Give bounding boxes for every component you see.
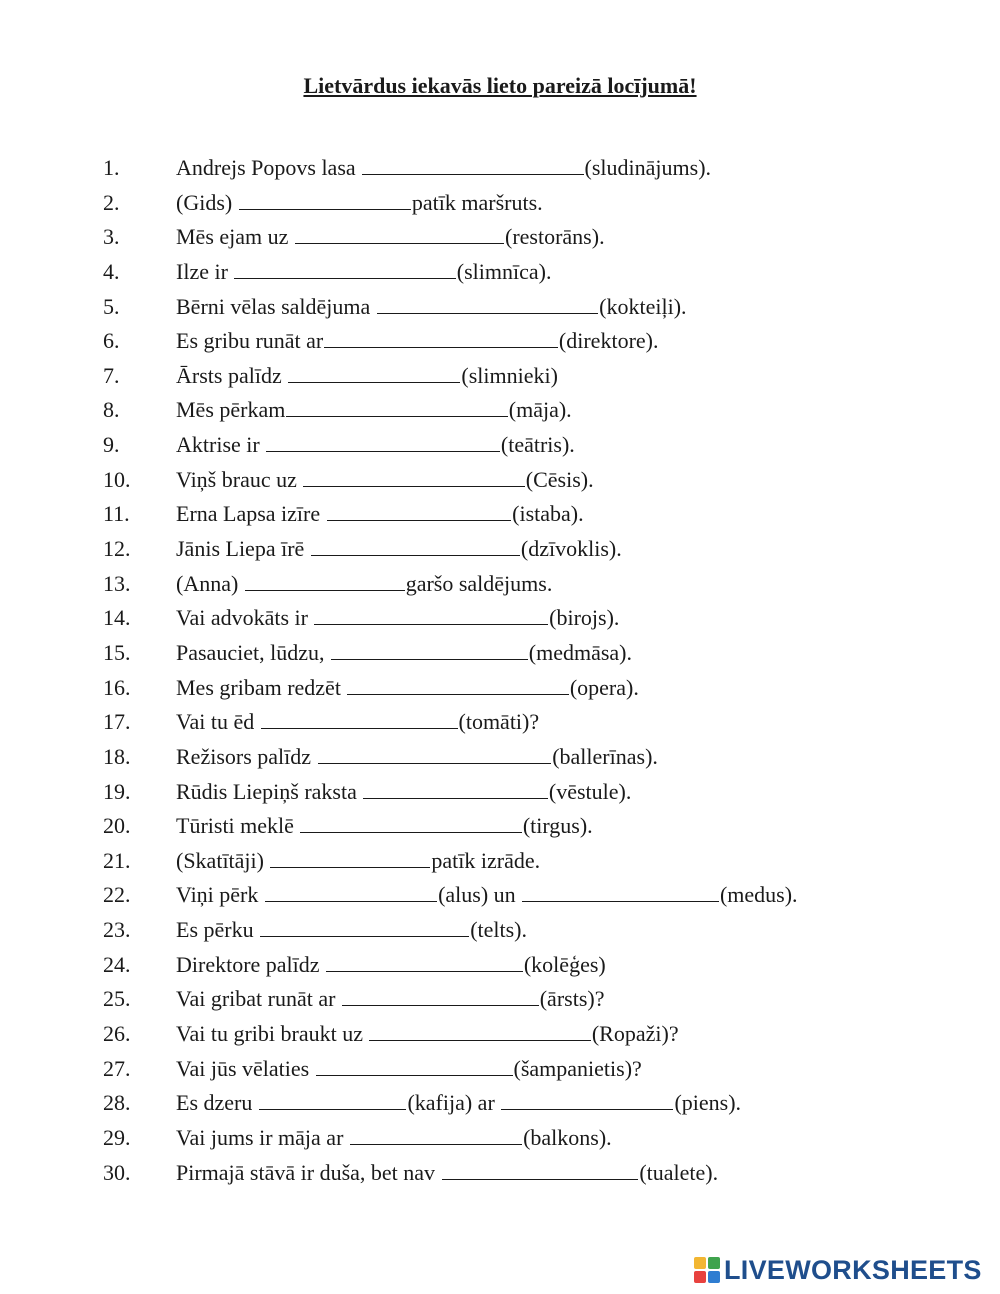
answer-blank[interactable] xyxy=(522,879,719,902)
item-number: 12. xyxy=(103,536,131,562)
item-sentence xyxy=(176,810,593,842)
sentence-text: Erna Lapsa izīre xyxy=(176,501,326,527)
item-sentence xyxy=(176,1053,642,1085)
item-sentence xyxy=(176,533,622,565)
sentence-text: Vai jūs vēlaties xyxy=(176,1055,315,1081)
answer-blank[interactable] xyxy=(369,1018,590,1041)
item-number: 19. xyxy=(103,778,131,804)
item-sentence xyxy=(176,325,658,357)
item-sentence xyxy=(176,568,552,600)
answer-blank[interactable] xyxy=(259,1087,407,1110)
item-number: 8. xyxy=(103,397,120,423)
sentence-text: (māja). xyxy=(508,397,572,423)
sentence-text: (kolēģes) xyxy=(523,951,606,977)
sentence-text: Tūristi meklē xyxy=(176,813,300,839)
answer-blank[interactable] xyxy=(331,637,528,660)
answer-blank[interactable] xyxy=(442,1157,639,1180)
item-number: 30. xyxy=(103,1159,131,1185)
sentence-text: (Ropaži)? xyxy=(591,1021,679,1047)
item-number: 28. xyxy=(103,1090,131,1116)
exercise-item xyxy=(0,672,1000,707)
item-number: 23. xyxy=(103,917,131,943)
sentence-text: Andrejs Popovs lasa xyxy=(176,155,362,180)
exercise-item xyxy=(0,706,1000,741)
sentence-text: Es gribu runāt ar xyxy=(176,328,324,354)
sentence-text: (piens). xyxy=(674,1090,742,1116)
sentence-text: Pirmajā stāvā ir duša, bet nav xyxy=(176,1159,441,1185)
sentence-text: (Anna) xyxy=(176,570,244,596)
answer-blank[interactable] xyxy=(316,1053,513,1076)
item-number: 15. xyxy=(103,639,131,665)
sentence-text: garšo saldējums. xyxy=(405,570,553,596)
item-sentence xyxy=(176,602,619,634)
sentence-text: (dzīvoklis). xyxy=(520,536,622,562)
item-sentence xyxy=(176,983,604,1015)
sentence-text: Ilze ir xyxy=(176,258,234,284)
answer-blank[interactable] xyxy=(265,879,437,902)
item-number: 5. xyxy=(103,293,120,319)
item-sentence xyxy=(176,1157,718,1189)
item-sentence xyxy=(176,879,798,911)
answer-blank[interactable] xyxy=(234,256,455,279)
sentence-text: Pasauciet, lūdzu, xyxy=(176,639,330,665)
sentence-text: Režisors palīdz xyxy=(176,743,317,769)
sentence-text: (kokteiļi). xyxy=(599,293,687,319)
answer-blank[interactable] xyxy=(261,706,458,729)
answer-blank[interactable] xyxy=(270,845,430,868)
item-number: 9. xyxy=(103,432,120,458)
sentence-text: (tualete). xyxy=(639,1159,719,1185)
brand-logo xyxy=(694,1255,994,1285)
item-sentence xyxy=(176,394,572,426)
sentence-text: (Cēsis). xyxy=(525,466,594,492)
exercise-item xyxy=(0,949,1000,984)
item-sentence xyxy=(176,464,594,496)
item-sentence xyxy=(176,741,658,773)
item-sentence xyxy=(176,845,540,877)
sentence-text: (teātris). xyxy=(500,432,575,458)
sentence-text: (vēstule). xyxy=(548,778,632,804)
item-number: 17. xyxy=(103,709,131,735)
exercise-item xyxy=(0,187,1000,222)
answer-blank[interactable] xyxy=(377,291,598,314)
exercise-item xyxy=(0,1053,1000,1088)
item-sentence xyxy=(176,672,639,704)
answer-blank[interactable] xyxy=(239,187,411,210)
exercise-item xyxy=(0,256,1000,291)
exercise-item xyxy=(0,1018,1000,1053)
exercise-item xyxy=(0,914,1000,949)
item-number: 7. xyxy=(103,362,120,388)
exercise-item xyxy=(0,1157,1000,1192)
sentence-text: (opera). xyxy=(569,674,639,700)
exercise-item xyxy=(0,637,1000,672)
item-number: 14. xyxy=(103,605,131,631)
item-number: 2. xyxy=(103,189,120,215)
item-number: 20. xyxy=(103,813,131,839)
exercise-item xyxy=(0,464,1000,499)
sentence-text: Mēs pērkam xyxy=(176,397,286,423)
answer-blank[interactable] xyxy=(327,498,512,521)
item-sentence xyxy=(176,221,605,253)
item-sentence xyxy=(176,498,584,530)
answer-blank[interactable] xyxy=(363,776,548,799)
sentence-text: (restorāns). xyxy=(505,224,605,250)
item-sentence xyxy=(176,291,687,323)
sentence-text: (istaba). xyxy=(512,501,584,527)
exercise-item xyxy=(0,291,1000,326)
exercise-item xyxy=(0,568,1000,603)
item-sentence xyxy=(176,1018,679,1050)
sentence-text: (tomāti)? xyxy=(458,709,540,735)
sentence-text: Es dzeru xyxy=(176,1090,258,1116)
answer-blank[interactable] xyxy=(314,602,548,625)
exercise-item xyxy=(0,602,1000,637)
item-sentence xyxy=(176,429,575,461)
answer-blank[interactable] xyxy=(326,949,523,972)
exercise-list xyxy=(0,152,1000,1191)
exercise-item xyxy=(0,360,1000,395)
item-sentence xyxy=(176,187,543,219)
item-number: 3. xyxy=(103,224,120,250)
sentence-text: (direktore). xyxy=(558,328,659,354)
answer-blank[interactable] xyxy=(342,983,539,1006)
exercise-item xyxy=(0,221,1000,256)
sentence-text: (alus) un xyxy=(438,882,522,908)
sentence-text: Mes gribam redzēt xyxy=(176,674,347,700)
sentence-text: (kafija) ar xyxy=(407,1090,501,1116)
sentence-text: (balkons). xyxy=(523,1124,612,1150)
sentence-text: (slimnīca). xyxy=(456,258,552,284)
answer-blank[interactable] xyxy=(286,394,507,417)
item-number: 10. xyxy=(103,466,131,492)
answer-blank[interactable] xyxy=(300,810,521,833)
sentence-text: Aktrise ir xyxy=(176,432,266,458)
answer-blank[interactable] xyxy=(288,360,460,383)
exercise-item xyxy=(0,498,1000,533)
sentence-text: (Gids) xyxy=(176,189,238,215)
exercise-item xyxy=(0,983,1000,1018)
sentence-text: Mēs ejam uz xyxy=(176,224,294,250)
exercise-item xyxy=(0,810,1000,845)
sentence-text: Vai tu ēd xyxy=(176,709,260,735)
item-number: 6. xyxy=(103,328,120,354)
item-number: 16. xyxy=(103,674,131,700)
item-number: 1. xyxy=(103,155,120,180)
exercise-item xyxy=(0,394,1000,429)
exercise-item xyxy=(0,776,1000,811)
answer-blank[interactable] xyxy=(266,429,500,452)
answer-blank[interactable] xyxy=(245,568,405,591)
item-sentence xyxy=(176,152,711,184)
sentence-text: (slimnieki) xyxy=(461,362,558,388)
sentence-text: Es pērku xyxy=(176,917,260,943)
answer-blank[interactable] xyxy=(318,741,552,764)
sentence-text: (šampanietis)? xyxy=(513,1055,642,1081)
sentence-text: patīk izrāde. xyxy=(431,847,541,873)
sentence-text: (medmāsa). xyxy=(528,639,632,665)
sentence-text: Vai gribat runāt ar xyxy=(176,986,341,1012)
sentence-text: (ballerīnas). xyxy=(552,743,658,769)
item-number: 25. xyxy=(103,986,131,1012)
item-number: 26. xyxy=(103,1021,131,1047)
item-sentence xyxy=(176,706,539,738)
exercise-item xyxy=(0,1122,1000,1157)
item-number: 18. xyxy=(103,743,131,769)
liveworksheets-logo-icon xyxy=(694,1257,720,1283)
page-title: Lietvārdus iekavās lieto pareizā locījumā! xyxy=(303,73,697,98)
answer-blank[interactable] xyxy=(501,1087,673,1110)
item-sentence xyxy=(176,637,632,669)
exercise-item xyxy=(0,1087,1000,1122)
exercise-item xyxy=(0,325,1000,360)
answer-blank[interactable] xyxy=(295,221,504,244)
exercise-item xyxy=(0,152,1000,187)
exercise-item xyxy=(0,429,1000,464)
item-number: 21. xyxy=(103,847,131,873)
brand-name: LIVEWORKSHEETS xyxy=(724,1254,982,1285)
sentence-text: (birojs). xyxy=(549,605,620,631)
sentence-text: Viņi pērk xyxy=(176,882,264,908)
answer-blank[interactable] xyxy=(303,464,524,487)
sentence-text: Direktore palīdz xyxy=(176,951,326,977)
item-sentence xyxy=(176,776,631,808)
exercise-item xyxy=(0,533,1000,568)
sentence-text: (telts). xyxy=(470,917,528,943)
item-sentence xyxy=(176,360,558,392)
sentence-text: Rūdis Liepiņš raksta xyxy=(176,778,363,804)
exercise-item xyxy=(0,845,1000,880)
sentence-text: Viņš brauc uz xyxy=(176,466,303,492)
item-sentence xyxy=(176,914,527,946)
item-number: 27. xyxy=(103,1055,131,1081)
answer-blank[interactable] xyxy=(362,152,583,175)
sentence-text: Vai advokāts ir xyxy=(176,605,314,631)
sentence-text: Ārsts palīdz xyxy=(176,362,288,388)
answer-blank[interactable] xyxy=(260,914,469,937)
sentence-text: patīk maršruts. xyxy=(411,189,543,215)
exercise-item xyxy=(0,879,1000,914)
item-sentence xyxy=(176,949,606,981)
sentence-text: Bērni vēlas saldējuma xyxy=(176,293,376,319)
sentence-text: Vai tu gribi braukt uz xyxy=(176,1021,369,1047)
item-number: 22. xyxy=(103,882,131,908)
sentence-text: (sludinājums). xyxy=(584,155,712,180)
sentence-text: (medus). xyxy=(719,882,798,908)
exercise-item xyxy=(0,741,1000,776)
sentence-text: (tirgus). xyxy=(522,813,593,839)
item-number: 4. xyxy=(103,258,120,284)
item-number: 24. xyxy=(103,951,131,977)
item-sentence xyxy=(176,256,552,288)
answer-blank[interactable] xyxy=(347,672,568,695)
item-sentence xyxy=(176,1122,612,1154)
sentence-text: (Skatītāji) xyxy=(176,847,270,873)
answer-blank[interactable] xyxy=(324,325,558,348)
sentence-text: Jānis Liepa īrē xyxy=(176,536,310,562)
item-number: 29. xyxy=(103,1124,131,1150)
answer-blank[interactable] xyxy=(311,533,520,556)
sentence-text: Vai jums ir māja ar xyxy=(176,1124,349,1150)
item-number: 11. xyxy=(103,501,130,527)
sentence-text: (ārsts)? xyxy=(539,986,605,1012)
answer-blank[interactable] xyxy=(350,1122,522,1145)
item-number: 13. xyxy=(103,570,131,596)
item-sentence xyxy=(176,1087,741,1119)
